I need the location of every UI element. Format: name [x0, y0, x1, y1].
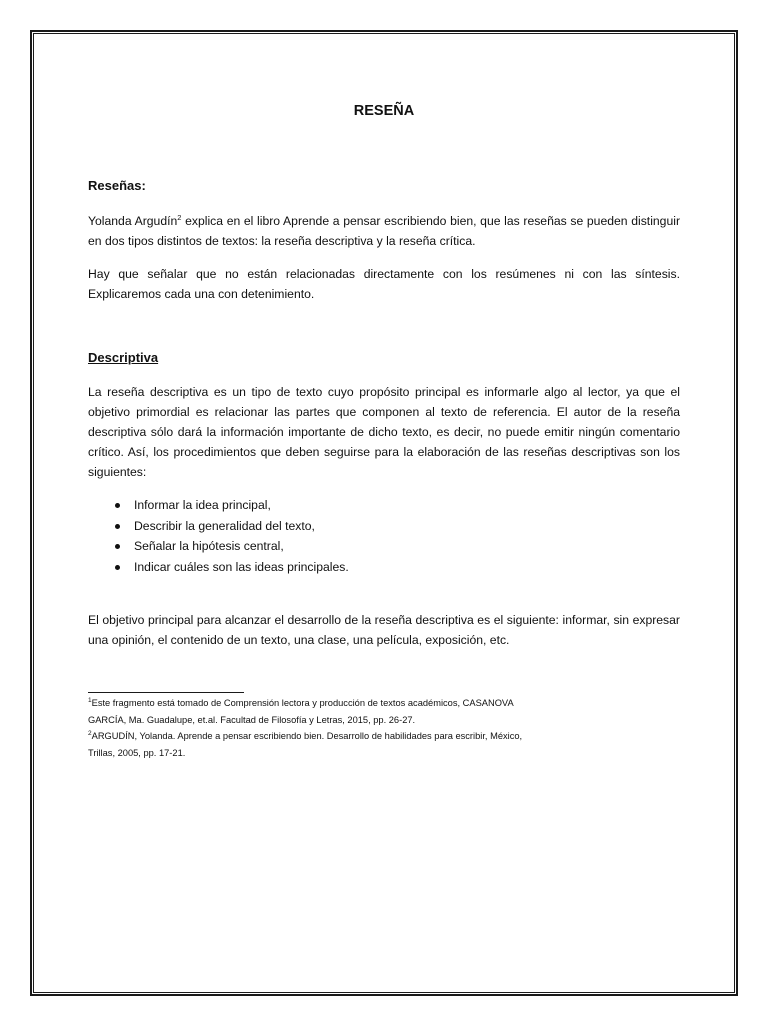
list-item-text: Informar la idea principal,	[134, 498, 271, 512]
list-item	[88, 516, 349, 537]
footnote-1	[88, 695, 680, 728]
list-item	[88, 536, 349, 557]
list-item	[88, 557, 349, 578]
footnote-text-line-2: Trillas, 2005, pp. 17-21.	[88, 747, 186, 758]
resenas-p1-start: Yolanda Argudín	[88, 214, 178, 228]
footnote-divider	[88, 692, 244, 693]
list-item-text: Describir la generalidad del texto,	[134, 518, 315, 533]
page-title: RESEÑA	[353, 103, 415, 119]
list-item	[88, 495, 349, 516]
resenas-p1-end: explica en el libro Aprende a pensar escribiendo bien, que las reseñas se pueden distinguir en dos tipos distintos de textos: la reseña descriptiva y la reseña crítica.	[88, 214, 681, 248]
bullet-icon	[115, 544, 120, 549]
bullet-icon	[115, 524, 120, 529]
descriptiva-bullet-list	[88, 495, 349, 577]
bullet-icon	[115, 565, 120, 570]
resenas-heading: Reseñas:	[88, 178, 146, 193]
footnote-number: 1	[88, 697, 92, 704]
resenas-paragraph-2: Hay que señalar que no están relacionadas directamente con los resúmenes ni con las síntesis. Explicaremos cada una con detenimiento.	[88, 267, 680, 301]
bullet-icon	[115, 503, 120, 508]
footnote-ref-2: 2	[177, 213, 182, 222]
descriptiva-paragraph-2: El objetivo principal para alcanzar el desarrollo de la reseña descriptiva es el siguiente: informar, sin expresar una opinión, el contenido de un texto, una clase, una película, exposición, etc.	[88, 613, 680, 647]
resenas-paragraph-1	[88, 211, 680, 251]
descriptiva-paragraph-1: La reseña descriptiva es un tipo de texto cuyo propósito principal es informarle algo al lector, ya que el objetivo primordial es relacionar las partes que componen al texto de referencia. El autor de la reseña descriptiva sólo dará la información importante de dicho texto, es decir, no puede emitir ningún comentario crítico. Así, los procedimientos que deben seguirse para la elaboración de las reseñas descriptivas son los siguientes:	[88, 385, 680, 479]
descriptiva-heading: Descriptiva	[88, 350, 159, 365]
list-item-text: Indicar cuáles son las ideas principales.	[134, 559, 349, 574]
footnote-text-line-2: GARCÍA, Ma. Guadalupe, et.al. Facultad de Filosofía y Letras, 2015, pp. 26-27.	[88, 714, 416, 725]
footnote-text-line-1: ARGUDÍN, Yolanda. Aprende a pensar escribiendo bien. Desarrollo de habilidades para escribir, México,	[91, 731, 523, 741]
list-item-text: Señalar la hipótesis central,	[134, 539, 284, 553]
footnote-text-line-1: Este fragmento está tomado de Comprensión lectora y producción de textos académicos, CASANOVA	[91, 698, 514, 708]
footnote-2	[88, 728, 680, 761]
footnote-number: 2	[88, 730, 92, 737]
